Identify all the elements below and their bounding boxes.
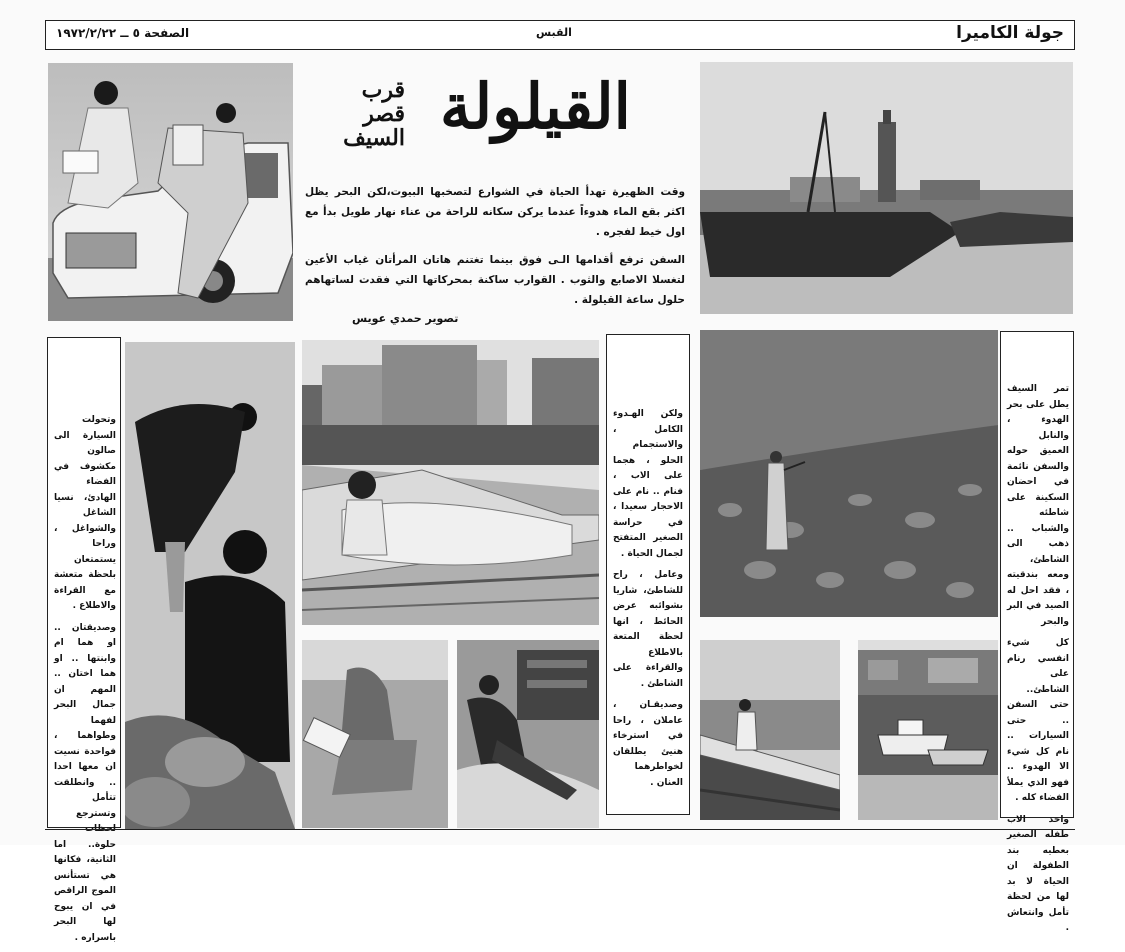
column-paragraph: تمر السيف يطل على بحر الهدوء ، والنابل العميق حوله والسفن نائمة في احضان السكينة على شاطئه والشباب .. ذهب الى الشاطئ، ومعه بندقيته ، فقد احل له الصيد في البر والبحر — [1007, 384, 1069, 627]
photo-workers-resting — [457, 640, 599, 828]
photo-women-by-sea — [125, 342, 295, 829]
photo-boats-harbor — [858, 640, 998, 820]
page-header — [45, 20, 1075, 50]
column-paragraph: كل شيء انفسي رنام على الشاطئ.. حتى السفن .. حتى السيارات .. نام كل شيء الا الهدوء .. فهو الذي يملأ الفضاء كله . — [1007, 638, 1069, 803]
photo-sleeping-family — [302, 340, 599, 625]
column-paragraph: وصديقـان ، عاملان ، راحا في استرخاء هنيئ يطلقان لخواطرهما العنان . — [613, 700, 683, 788]
text-column-left — [47, 337, 121, 943]
photo-father-child-pier — [700, 640, 840, 820]
section-title: جولة الكاميرا — [956, 23, 1064, 43]
subtitle-line: قصر — [363, 101, 405, 127]
intro-text — [305, 182, 685, 318]
column-paragraph: وصديقتان .. او هما ام وابنتها .. او هما اختان .. المهم ان جمال البحر لفهما وطواهما ، فواحدة نسيت ان معها احدا .. وانطلقت تتأمل وتسترجع لحظات حلوة.. اما الثانية، فكانها هي تستأنس الموج الراقص في ان يبوح لها البحر باسراره . — [54, 622, 116, 943]
text-column-middle — [606, 334, 690, 815]
subtitle-line: السيف — [343, 125, 405, 151]
photo-man-reading — [302, 640, 448, 828]
column-paragraph: وتحولت السيارة الى صالون مكشوف في الفضاء الهادئ، نسيا الشاغل والشواغل ، وراحا يستمتعان بلحظة متعشة مع القراءة والاطلاع . — [54, 415, 116, 611]
page-date: الصفحة ٥ ــ ١٩٧٢/٢/٢٢ — [56, 26, 190, 40]
headline-subtitle — [305, 78, 405, 150]
column-paragraph: واخذ الاب طفله الصغير بعطيه بند الطفولة ان الحياة لا بد لها من لحظة تأمل وانتعاش . — [1007, 814, 1069, 933]
intro-paragraph: السفن ترفع أقدامها الـى فوق بينما تغتنم هاتان المرأتان غياب الأعين لتغسلا الاصابع والثوب . القوارب ساكنة بمحركاتها التي فقدت لساتهاهم حلول ساعة القيلولة . — [305, 254, 685, 306]
photo-men-on-car — [48, 63, 293, 321]
photo-harbor-tower — [700, 62, 1073, 314]
photo-credit: تصوير حمدي عويس — [352, 312, 459, 325]
intro-paragraph: وقت الظهيرة تهدأ الحياة في الشوارع لتصخبها البيوت،لكن البحر يظل اكثر بقع الماء هدوءاً عندما يركن سكانه للراحة من عناء نهار طويل بدأ مع اول خيط لفجره . — [305, 186, 685, 238]
column-paragraph: ولكن الهـدوء الكامل ، والاستجمام الحلو ، هجما على الاب ، فنام .. نام على الاحجار سعيدا ، في حراسة الصغير المتفتح لجمال الحياة . — [613, 409, 683, 559]
column-paragraph: وعامل ، راح للشاطئ، شاريا بشوائبه عرض الحائط ، انها لحظة المتعة بالاطلاع والقراءة على الشاطئ . — [613, 570, 683, 689]
newspaper-name: القبس — [536, 26, 572, 39]
photo-man-with-rifle-shore — [700, 330, 998, 617]
headline-title: القيلولة — [440, 70, 631, 143]
text-column-right — [1000, 331, 1074, 933]
bottom-rule — [45, 829, 1075, 830]
subtitle-line: قرب — [361, 77, 405, 103]
